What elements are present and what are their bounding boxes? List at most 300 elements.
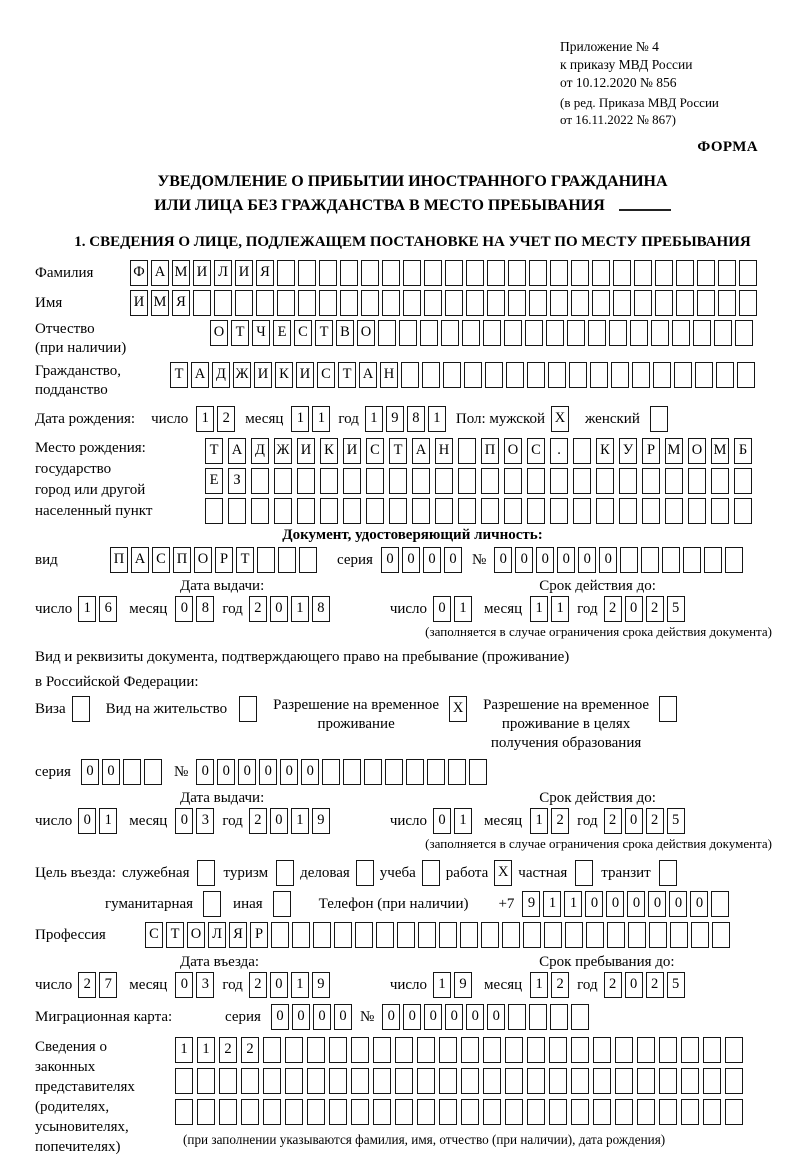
char-box[interactable] bbox=[373, 1099, 391, 1125]
char-box[interactable] bbox=[711, 891, 729, 917]
char-box[interactable]: 0 bbox=[515, 547, 533, 573]
char-box[interactable]: Д bbox=[212, 362, 230, 388]
char-box[interactable] bbox=[320, 498, 338, 524]
char-box[interactable] bbox=[382, 290, 400, 316]
char-box[interactable] bbox=[351, 1037, 369, 1063]
char-box[interactable] bbox=[461, 1099, 479, 1125]
char-box[interactable] bbox=[712, 922, 730, 948]
char-box[interactable] bbox=[460, 922, 478, 948]
char-box[interactable]: 2 bbox=[249, 808, 267, 834]
char-box[interactable] bbox=[443, 362, 461, 388]
char-box[interactable] bbox=[406, 759, 424, 785]
char-box[interactable] bbox=[389, 498, 407, 524]
char-box[interactable] bbox=[399, 320, 417, 346]
char-box[interactable]: К bbox=[320, 438, 338, 464]
char-box[interactable] bbox=[340, 260, 358, 286]
char-box[interactable]: 2 bbox=[646, 596, 664, 622]
char-box[interactable] bbox=[219, 1099, 237, 1125]
char-box[interactable]: 3 bbox=[196, 972, 214, 998]
char-box[interactable]: 1 bbox=[197, 1037, 215, 1063]
char-box[interactable]: П bbox=[173, 547, 191, 573]
char-box[interactable] bbox=[571, 1037, 589, 1063]
char-box[interactable] bbox=[596, 498, 614, 524]
char-box[interactable]: Ф bbox=[130, 260, 148, 286]
char-box[interactable] bbox=[549, 1099, 567, 1125]
char-box[interactable] bbox=[613, 290, 631, 316]
char-box[interactable]: 1 bbox=[365, 406, 383, 432]
char-box[interactable] bbox=[642, 498, 660, 524]
char-box[interactable] bbox=[297, 468, 315, 494]
char-box[interactable] bbox=[573, 468, 591, 494]
char-box[interactable] bbox=[571, 260, 589, 286]
char-box[interactable] bbox=[615, 1068, 633, 1094]
char-box[interactable] bbox=[529, 1004, 547, 1030]
char-box[interactable] bbox=[665, 468, 683, 494]
char-box[interactable]: 2 bbox=[646, 972, 664, 998]
char-box[interactable] bbox=[397, 922, 415, 948]
char-box[interactable]: 8 bbox=[312, 596, 330, 622]
char-box[interactable] bbox=[285, 1068, 303, 1094]
char-box[interactable] bbox=[366, 468, 384, 494]
char-box[interactable]: 1 bbox=[530, 808, 548, 834]
char-box[interactable] bbox=[481, 498, 499, 524]
char-box[interactable]: О bbox=[688, 438, 706, 464]
char-box[interactable] bbox=[725, 1037, 743, 1063]
char-box[interactable] bbox=[403, 260, 421, 286]
char-box[interactable]: О bbox=[187, 922, 205, 948]
char-box[interactable] bbox=[634, 260, 652, 286]
char-box[interactable] bbox=[655, 260, 673, 286]
char-box[interactable] bbox=[734, 498, 752, 524]
char-box[interactable] bbox=[299, 547, 317, 573]
char-box[interactable]: 0 bbox=[536, 547, 554, 573]
char-box[interactable] bbox=[464, 362, 482, 388]
char-box[interactable] bbox=[219, 1068, 237, 1094]
char-box[interactable] bbox=[319, 260, 337, 286]
char-box[interactable] bbox=[544, 922, 562, 948]
char-box[interactable]: Т bbox=[170, 362, 188, 388]
char-box[interactable] bbox=[693, 320, 711, 346]
char-box[interactable]: А bbox=[359, 362, 377, 388]
char-box[interactable]: И bbox=[235, 260, 253, 286]
char-box[interactable] bbox=[714, 320, 732, 346]
char-box[interactable]: 0 bbox=[175, 808, 193, 834]
char-box[interactable] bbox=[307, 1099, 325, 1125]
char-box[interactable] bbox=[197, 1099, 215, 1125]
char-box[interactable] bbox=[461, 1068, 479, 1094]
char-box[interactable] bbox=[704, 547, 722, 573]
char-box[interactable] bbox=[504, 468, 522, 494]
char-box[interactable] bbox=[364, 759, 382, 785]
char-box[interactable] bbox=[458, 468, 476, 494]
char-box[interactable]: 2 bbox=[604, 596, 622, 622]
char-box[interactable] bbox=[739, 290, 757, 316]
char-box[interactable]: П bbox=[481, 438, 499, 464]
char-box[interactable] bbox=[592, 290, 610, 316]
char-box[interactable] bbox=[665, 498, 683, 524]
char-box[interactable] bbox=[676, 260, 694, 286]
char-box[interactable] bbox=[659, 696, 677, 722]
char-box[interactable] bbox=[659, 1068, 677, 1094]
char-box[interactable] bbox=[228, 498, 246, 524]
char-box[interactable]: Р bbox=[642, 438, 660, 464]
char-box[interactable] bbox=[681, 1068, 699, 1094]
char-box[interactable] bbox=[681, 1037, 699, 1063]
char-box[interactable] bbox=[529, 260, 547, 286]
char-box[interactable]: 1 bbox=[196, 406, 214, 432]
char-box[interactable] bbox=[586, 922, 604, 948]
char-box[interactable]: 0 bbox=[585, 891, 603, 917]
char-box[interactable]: 2 bbox=[219, 1037, 237, 1063]
char-box[interactable]: 0 bbox=[81, 759, 99, 785]
char-box[interactable] bbox=[445, 290, 463, 316]
char-box[interactable] bbox=[439, 922, 457, 948]
char-box[interactable]: 0 bbox=[403, 1004, 421, 1030]
char-box[interactable]: Т bbox=[231, 320, 249, 346]
char-box[interactable] bbox=[611, 362, 629, 388]
char-box[interactable] bbox=[322, 759, 340, 785]
char-box[interactable]: 5 bbox=[667, 596, 685, 622]
char-box[interactable] bbox=[573, 498, 591, 524]
char-box[interactable]: 1 bbox=[530, 596, 548, 622]
char-box[interactable] bbox=[274, 498, 292, 524]
char-box[interactable]: 0 bbox=[690, 891, 708, 917]
char-box[interactable]: 0 bbox=[557, 547, 575, 573]
char-box[interactable] bbox=[527, 498, 545, 524]
char-box[interactable] bbox=[461, 1037, 479, 1063]
char-box[interactable] bbox=[550, 468, 568, 494]
char-box[interactable]: С bbox=[527, 438, 545, 464]
char-box[interactable] bbox=[619, 468, 637, 494]
char-box[interactable] bbox=[549, 1068, 567, 1094]
char-box[interactable] bbox=[596, 468, 614, 494]
char-box[interactable]: С bbox=[145, 922, 163, 948]
char-box[interactable] bbox=[703, 1037, 721, 1063]
char-box[interactable]: К bbox=[275, 362, 293, 388]
char-box[interactable] bbox=[688, 498, 706, 524]
char-box[interactable]: И bbox=[297, 438, 315, 464]
char-box[interactable]: 1 bbox=[291, 406, 309, 432]
char-box[interactable] bbox=[277, 290, 295, 316]
char-box[interactable] bbox=[329, 1068, 347, 1094]
char-box[interactable] bbox=[441, 320, 459, 346]
char-box[interactable]: 0 bbox=[78, 808, 96, 834]
char-box[interactable]: 1 bbox=[291, 972, 309, 998]
char-box[interactable] bbox=[571, 1004, 589, 1030]
char-box[interactable] bbox=[505, 1037, 523, 1063]
char-box[interactable] bbox=[573, 438, 591, 464]
char-box[interactable] bbox=[711, 468, 729, 494]
char-box[interactable] bbox=[711, 498, 729, 524]
char-box[interactable]: 2 bbox=[604, 808, 622, 834]
char-box[interactable] bbox=[298, 290, 316, 316]
char-box[interactable]: Е bbox=[273, 320, 291, 346]
char-box[interactable] bbox=[382, 260, 400, 286]
char-box[interactable]: 6 bbox=[99, 596, 117, 622]
char-box[interactable] bbox=[343, 759, 361, 785]
char-box[interactable] bbox=[697, 290, 715, 316]
char-box[interactable] bbox=[637, 1037, 655, 1063]
char-box[interactable] bbox=[487, 290, 505, 316]
char-box[interactable]: 0 bbox=[175, 972, 193, 998]
char-box[interactable] bbox=[550, 498, 568, 524]
char-box[interactable]: Д bbox=[251, 438, 269, 464]
char-box[interactable]: 0 bbox=[102, 759, 120, 785]
char-box[interactable] bbox=[527, 1068, 545, 1094]
char-box[interactable] bbox=[487, 260, 505, 286]
char-box[interactable]: . bbox=[550, 438, 568, 464]
char-box[interactable] bbox=[571, 1099, 589, 1125]
char-box[interactable]: 2 bbox=[551, 808, 569, 834]
char-box[interactable] bbox=[278, 547, 296, 573]
char-box[interactable] bbox=[274, 468, 292, 494]
char-box[interactable]: 0 bbox=[259, 759, 277, 785]
char-box[interactable] bbox=[549, 1037, 567, 1063]
char-box[interactable] bbox=[356, 860, 374, 886]
char-box[interactable] bbox=[285, 1099, 303, 1125]
char-box[interactable] bbox=[632, 362, 650, 388]
char-box[interactable] bbox=[703, 1068, 721, 1094]
char-box[interactable]: 1 bbox=[291, 808, 309, 834]
char-box[interactable] bbox=[445, 260, 463, 286]
char-box[interactable] bbox=[505, 1099, 523, 1125]
char-box[interactable] bbox=[481, 922, 499, 948]
char-box[interactable] bbox=[529, 290, 547, 316]
char-box[interactable] bbox=[649, 922, 667, 948]
char-box[interactable]: 0 bbox=[301, 759, 319, 785]
char-box[interactable]: Н bbox=[380, 362, 398, 388]
char-box[interactable] bbox=[376, 922, 394, 948]
char-box[interactable] bbox=[203, 891, 221, 917]
char-box[interactable] bbox=[343, 468, 361, 494]
char-box[interactable] bbox=[458, 438, 476, 464]
char-box[interactable] bbox=[329, 1037, 347, 1063]
char-box[interactable]: 1 bbox=[291, 596, 309, 622]
char-box[interactable] bbox=[373, 1068, 391, 1094]
char-box[interactable]: 0 bbox=[433, 596, 451, 622]
char-box[interactable]: Е bbox=[205, 468, 223, 494]
char-box[interactable]: Я bbox=[172, 290, 190, 316]
char-box[interactable]: 8 bbox=[407, 406, 425, 432]
char-box[interactable] bbox=[683, 547, 701, 573]
char-box[interactable] bbox=[637, 1099, 655, 1125]
char-box[interactable] bbox=[483, 1037, 501, 1063]
char-box[interactable] bbox=[593, 1099, 611, 1125]
char-box[interactable]: 0 bbox=[280, 759, 298, 785]
char-box[interactable]: 2 bbox=[551, 972, 569, 998]
char-box[interactable] bbox=[637, 1068, 655, 1094]
char-box[interactable] bbox=[351, 1068, 369, 1094]
char-box[interactable] bbox=[378, 320, 396, 346]
char-box[interactable]: А bbox=[131, 547, 149, 573]
char-box[interactable] bbox=[458, 498, 476, 524]
char-box[interactable] bbox=[271, 922, 289, 948]
char-box[interactable] bbox=[319, 290, 337, 316]
char-box[interactable] bbox=[422, 362, 440, 388]
char-box[interactable] bbox=[276, 860, 294, 886]
char-box[interactable] bbox=[427, 759, 445, 785]
char-box[interactable] bbox=[277, 260, 295, 286]
char-box[interactable]: 5 bbox=[667, 808, 685, 834]
char-box[interactable]: Р bbox=[215, 547, 233, 573]
char-box[interactable] bbox=[628, 922, 646, 948]
char-box[interactable] bbox=[193, 290, 211, 316]
char-box[interactable]: Р bbox=[250, 922, 268, 948]
char-box[interactable] bbox=[508, 1004, 526, 1030]
char-box[interactable] bbox=[737, 362, 755, 388]
char-box[interactable] bbox=[659, 1099, 677, 1125]
char-box[interactable]: 0 bbox=[270, 596, 288, 622]
char-box[interactable] bbox=[641, 547, 659, 573]
char-box[interactable]: 1 bbox=[551, 596, 569, 622]
char-box[interactable] bbox=[590, 362, 608, 388]
char-box[interactable]: М bbox=[172, 260, 190, 286]
char-box[interactable]: 0 bbox=[217, 759, 235, 785]
char-box[interactable] bbox=[502, 922, 520, 948]
char-box[interactable]: 2 bbox=[78, 972, 96, 998]
char-box[interactable] bbox=[588, 320, 606, 346]
char-box[interactable] bbox=[205, 498, 223, 524]
char-box[interactable]: 0 bbox=[669, 891, 687, 917]
char-box[interactable]: О bbox=[194, 547, 212, 573]
char-box[interactable] bbox=[567, 320, 585, 346]
char-box[interactable]: 1 bbox=[454, 808, 472, 834]
char-box[interactable] bbox=[634, 290, 652, 316]
char-box[interactable]: 0 bbox=[625, 808, 643, 834]
char-box[interactable] bbox=[739, 260, 757, 286]
char-box[interactable] bbox=[424, 290, 442, 316]
char-box[interactable]: X bbox=[449, 696, 467, 722]
char-box[interactable] bbox=[620, 547, 638, 573]
char-box[interactable] bbox=[607, 922, 625, 948]
char-box[interactable]: М bbox=[665, 438, 683, 464]
char-box[interactable]: С bbox=[294, 320, 312, 346]
char-box[interactable] bbox=[703, 1099, 721, 1125]
char-box[interactable] bbox=[307, 1068, 325, 1094]
char-box[interactable]: Т bbox=[236, 547, 254, 573]
char-box[interactable]: А bbox=[228, 438, 246, 464]
char-box[interactable]: 0 bbox=[627, 891, 645, 917]
char-box[interactable]: 1 bbox=[433, 972, 451, 998]
char-box[interactable] bbox=[523, 922, 541, 948]
char-box[interactable] bbox=[466, 290, 484, 316]
char-box[interactable]: И bbox=[296, 362, 314, 388]
char-box[interactable] bbox=[297, 498, 315, 524]
char-box[interactable] bbox=[593, 1068, 611, 1094]
char-box[interactable] bbox=[72, 696, 90, 722]
char-box[interactable] bbox=[651, 320, 669, 346]
char-box[interactable] bbox=[485, 362, 503, 388]
char-box[interactable]: 0 bbox=[238, 759, 256, 785]
char-box[interactable] bbox=[241, 1068, 259, 1094]
char-box[interactable] bbox=[725, 547, 743, 573]
char-box[interactable] bbox=[650, 406, 668, 432]
char-box[interactable] bbox=[466, 260, 484, 286]
char-box[interactable] bbox=[527, 1099, 545, 1125]
char-box[interactable]: 2 bbox=[241, 1037, 259, 1063]
char-box[interactable]: 1 bbox=[530, 972, 548, 998]
char-box[interactable]: 9 bbox=[522, 891, 540, 917]
char-box[interactable] bbox=[670, 922, 688, 948]
char-box[interactable]: 0 bbox=[423, 547, 441, 573]
char-box[interactable]: 0 bbox=[445, 1004, 463, 1030]
char-box[interactable]: 9 bbox=[454, 972, 472, 998]
char-box[interactable] bbox=[263, 1037, 281, 1063]
char-box[interactable]: 1 bbox=[175, 1037, 193, 1063]
char-box[interactable] bbox=[373, 1037, 391, 1063]
char-box[interactable] bbox=[241, 1099, 259, 1125]
char-box[interactable] bbox=[403, 290, 421, 316]
char-box[interactable] bbox=[483, 1099, 501, 1125]
char-box[interactable] bbox=[697, 260, 715, 286]
char-box[interactable] bbox=[214, 290, 232, 316]
char-box[interactable]: С bbox=[317, 362, 335, 388]
char-box[interactable]: 0 bbox=[271, 1004, 289, 1030]
char-box[interactable]: X bbox=[494, 860, 512, 886]
char-box[interactable] bbox=[504, 320, 522, 346]
char-box[interactable]: Т bbox=[315, 320, 333, 346]
char-box[interactable]: И bbox=[254, 362, 272, 388]
char-box[interactable]: К bbox=[596, 438, 614, 464]
char-box[interactable] bbox=[389, 468, 407, 494]
char-box[interactable]: 2 bbox=[604, 972, 622, 998]
char-box[interactable]: Я bbox=[229, 922, 247, 948]
char-box[interactable]: 0 bbox=[444, 547, 462, 573]
char-box[interactable] bbox=[527, 468, 545, 494]
char-box[interactable] bbox=[395, 1099, 413, 1125]
char-box[interactable]: 0 bbox=[433, 808, 451, 834]
char-box[interactable] bbox=[343, 498, 361, 524]
char-box[interactable] bbox=[435, 468, 453, 494]
char-box[interactable] bbox=[725, 1068, 743, 1094]
char-box[interactable]: 1 bbox=[99, 808, 117, 834]
char-box[interactable] bbox=[448, 759, 466, 785]
char-box[interactable] bbox=[351, 1099, 369, 1125]
char-box[interactable] bbox=[307, 1037, 325, 1063]
char-box[interactable] bbox=[251, 468, 269, 494]
char-box[interactable] bbox=[144, 759, 162, 785]
char-box[interactable] bbox=[313, 922, 331, 948]
char-box[interactable]: 0 bbox=[270, 972, 288, 998]
char-box[interactable] bbox=[718, 260, 736, 286]
char-box[interactable]: 2 bbox=[249, 596, 267, 622]
char-box[interactable] bbox=[439, 1037, 457, 1063]
char-box[interactable]: X bbox=[551, 406, 569, 432]
char-box[interactable] bbox=[506, 362, 524, 388]
char-box[interactable] bbox=[175, 1099, 193, 1125]
char-box[interactable]: Т bbox=[205, 438, 223, 464]
char-box[interactable] bbox=[550, 260, 568, 286]
char-box[interactable] bbox=[263, 1099, 281, 1125]
char-box[interactable] bbox=[672, 320, 690, 346]
char-box[interactable]: 7 bbox=[99, 972, 117, 998]
char-box[interactable]: Б bbox=[734, 438, 752, 464]
char-box[interactable]: М bbox=[151, 290, 169, 316]
char-box[interactable]: Л bbox=[214, 260, 232, 286]
char-box[interactable] bbox=[263, 1068, 281, 1094]
char-box[interactable]: 0 bbox=[466, 1004, 484, 1030]
char-box[interactable]: А bbox=[191, 362, 209, 388]
char-box[interactable] bbox=[655, 290, 673, 316]
char-box[interactable]: 0 bbox=[578, 547, 596, 573]
char-box[interactable] bbox=[273, 891, 291, 917]
char-box[interactable] bbox=[334, 922, 352, 948]
char-box[interactable]: Ж bbox=[274, 438, 292, 464]
char-box[interactable]: З bbox=[228, 468, 246, 494]
char-box[interactable] bbox=[674, 362, 692, 388]
char-box[interactable] bbox=[355, 922, 373, 948]
char-box[interactable]: 2 bbox=[217, 406, 235, 432]
